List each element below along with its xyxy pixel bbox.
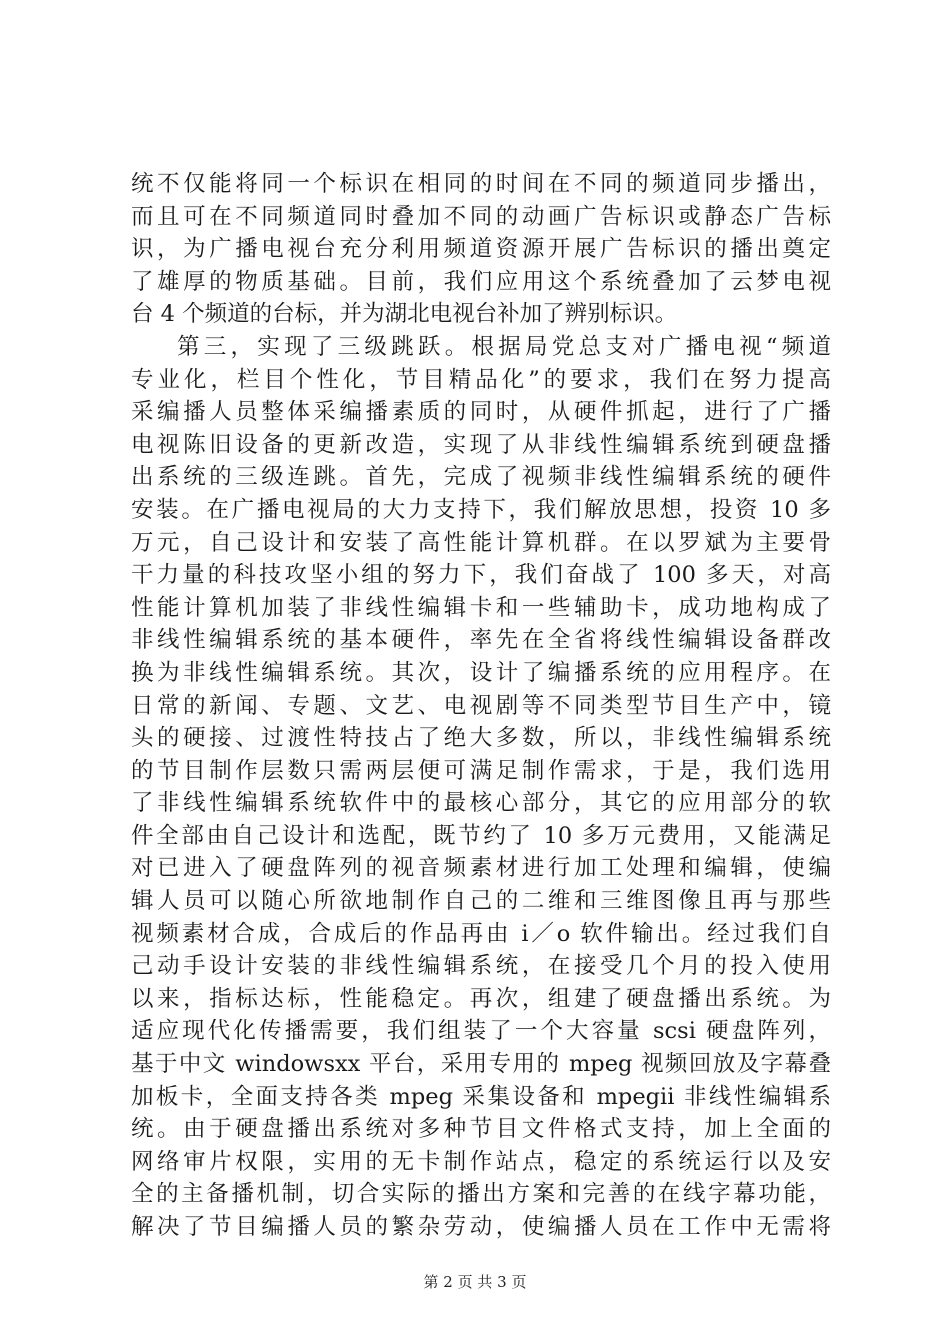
text-line: 而且可在不同频道同时叠加不同的动画广告标识或静态广告标 — [131, 203, 831, 230]
text-line: 统。由于硬盘播出系统对多种节目文件格式支持，加上全面的 — [131, 1116, 831, 1143]
text-line: 台 4 个频道的台标，并为湖北电视台补加了辨别标识。 — [131, 301, 678, 328]
text-line: 全的主备播机制，切合实际的播出方案和完善的在线字幕功能， — [131, 1181, 831, 1208]
text-line: 解决了节目编播人员的繁杂劳动，使编播人员在工作中无需将 — [131, 1214, 831, 1240]
text-line: 视频素材合成，合成后的作品再由 i／o 软件输出。经过我们自 — [131, 920, 831, 947]
text-line: 的节目制作层数只需两层便可满足制作需求，于是，我们选用 — [131, 757, 831, 784]
text-line: 出系统的三级连跳。首先，完成了视频非线性编辑系统的硬件 — [131, 464, 831, 491]
text-line: 专业化，栏目个性化，节目精品化”的要求，我们在努力提高 — [131, 366, 831, 393]
body-text — [131, 168, 831, 1244]
text-line: 加板卡，全面支持各类 mpeg 采集设备和 mpegii 非线性编辑系 — [131, 1083, 831, 1110]
text-line: 网络审片权限，实用的无卡制作站点，稳定的系统运行以及安 — [131, 1148, 831, 1175]
text-line: 基于中文 windowsxx 平台，采用专用的 mpeg 视频回放及字幕叠 — [131, 1051, 831, 1078]
text-line: 己动手设计安装的非线性编辑系统，在接受几个月的投入使用 — [131, 953, 831, 980]
text-line: 万元，自己设计和安装了高性能计算机群。在以罗斌为主要骨 — [131, 529, 831, 556]
text-line: 以来，指标达标，性能稳定。再次，组建了硬盘播出系统。为 — [131, 985, 831, 1012]
text-line: 了雄厚的物质基础。目前，我们应用这个系统叠加了云梦电视 — [131, 268, 831, 295]
page-number-footer: 第 2 页 共 3 页 — [423, 1273, 527, 1291]
text-line: 电视陈旧设备的更新改造，实现了从非线性编辑系统到硬盘播 — [131, 431, 831, 458]
text-line: 了非线性编辑系统软件中的最核心部分，其它的应用部分的软 — [131, 790, 831, 817]
text-line: 对已进入了硬盘阵列的视音频素材进行加工处理和编辑，使编 — [131, 855, 831, 882]
paragraph-first-line: 第三，实现了三级跳跃。根据局党总支对广播电视“频道 — [177, 333, 831, 360]
text-line: 干力量的科技攻坚小组的努力下，我们奋战了 100 多天，对高 — [131, 562, 831, 589]
text-line: 日常的新闻、专题、文艺、电视剧等不同类型节目生产中，镜 — [131, 692, 831, 719]
text-line: 适应现代化传播需要，我们组装了一个大容量 scsi 硬盘阵列， — [131, 1018, 831, 1045]
text-line: 非线性编辑系统的基本硬件，率先在全省将线性编辑设备群改 — [131, 627, 831, 654]
text-line: 采编播人员整体采编播素质的同时，从硬件抓起，进行了广播 — [131, 399, 831, 426]
text-line: 换为非线性编辑系统。其次，设计了编播系统的应用程序。在 — [131, 659, 831, 686]
text-line: 辑人员可以随心所欲地制作自己的二维和三维图像且再与那些 — [131, 888, 831, 915]
text-line: 识，为广播电视台充分利用频道资源开展广告标识的播出奠定 — [131, 236, 831, 263]
text-line: 件全部由自己设计和选配，既节约了 10 多万元费用，又能满足 — [131, 822, 831, 849]
text-line: 头的硬接、过渡性特技占了绝大多数，所以，非线性编辑系统 — [131, 725, 831, 752]
text-line: 统不仅能将同一个标识在相同的时间在不同的频道同步播出， — [131, 171, 831, 197]
text-line: 安装。在广播电视局的大力支持下，我们解放思想，投资 10 多 — [131, 496, 831, 523]
text-line: 性能计算机加装了非线性编辑卡和一些辅助卡，成功地构成了 — [131, 594, 831, 621]
